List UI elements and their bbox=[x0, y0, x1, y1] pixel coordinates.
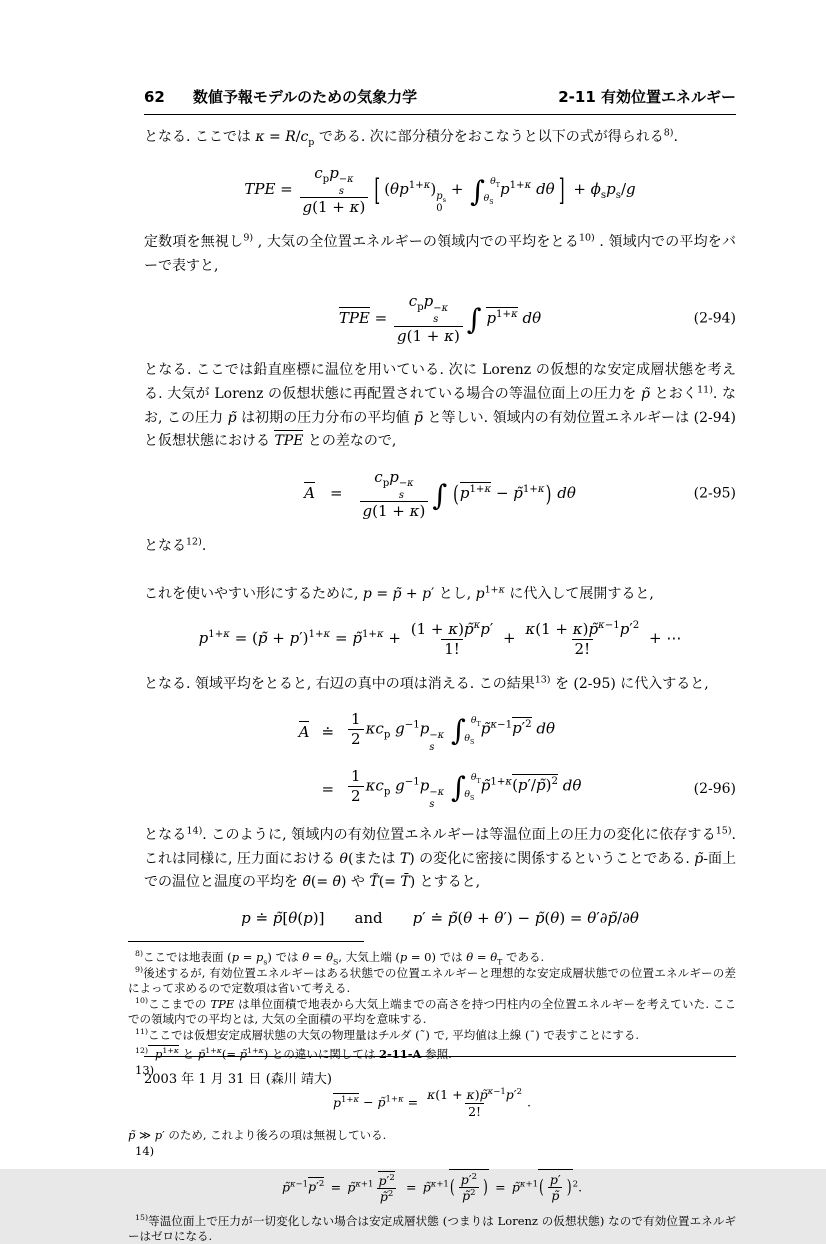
page-header bbox=[144, 86, 736, 115]
footer-date-author: 2003 年 1 月 31 日 (森川 靖大) bbox=[144, 1072, 332, 1087]
footnote-8: $^{8)}$ここでは地表面 $(p = p_s)$ では $\theta = \theta_S$, 大気上端 (p = 0) では $\theta = \theta_T$ である. bbox=[135, 948, 545, 966]
equation-2-96-rhs1: $\frac{1}{2}$ $\kappa c_p$ $g^{-1}p$ −κ s ∫ $\theta_T$ $\theta_S$ $p̃^{\kappa-1}p'^2$ dθ bbox=[346, 710, 555, 753]
header-left bbox=[144, 86, 417, 107]
para-expand: これを使いやすい形にするために, p = p̃ + p′ とし, $p^{1+\kappa}$ に代入して展開すると, bbox=[144, 583, 654, 602]
footnote-10: $^{10)}$ここまでの TPE は単位面積で地表から大気上端までの高さを持つ円柱内の全位置エネルギーを考えていた. ここでの領域内での平均とは, 大気の全面積の平均を意味する. bbox=[128, 996, 737, 1027]
footer-rule bbox=[144, 1056, 736, 1057]
footnote-14-equation: $p̃^{\kappa-1}p'^2$ = p̃$^{\kappa+1}$ $\frac{p'^2}{p̃^2}$ = p̃$^{\kappa+1}$( $\frac{p'^2}{p̃^2}$ ) = p̃$^{\kappa+1}$( $\frac{p'}{p̃}$ )$^2$. bbox=[128, 1169, 736, 1205]
equation-2-94 bbox=[144, 292, 736, 345]
footnote-13-continuation: p̃ ≫ p′ のため, これより後ろの項は無視している. bbox=[128, 1128, 387, 1143]
equation-2-96 bbox=[144, 710, 736, 810]
equation-number-2-94: (2-94) bbox=[693, 310, 736, 327]
equation-expansion-content: $p^{1+\kappa}$ = (p̃ + p′)$^{1+\kappa}$ = p̃$^{1+\kappa}$ + $\frac{(1 + \kappa)p̃^\kappa p'}{1!}$ + $\frac{\kappa(1 + \kappa)p̃^{\kappa-1}p'^2}{2!}$ + ⋯ bbox=[198, 620, 682, 658]
para-dependence: となる$^{14)}$. このように, 領域内の有効位置エネルギーは等温位面上の圧力の変化に依存する$^{15)}$. これは同様に, 圧力面における θ(または T) の変化に密接に関係するということである. p̃-面上での温位と温度の平均を θ̃(= θ̄) や T̃(= T̄) とすると, bbox=[144, 825, 737, 891]
equation-expansion bbox=[144, 620, 736, 659]
footnote-rule bbox=[128, 941, 364, 942]
equation-tpe bbox=[144, 164, 736, 217]
para-constants: 定数項を無視し$^{9)}$ , 大気の全位置エネルギーの領域内での平均をとる$^{10)}$ . 領域内での平均をバーで表すと, bbox=[144, 232, 736, 274]
footnote-12: $^{12)}$ $p^{1+\kappa}$ と p̄$^{1+\kappa}$(= p̃$^{1+\kappa}$) との違いに関しては 2-11-A 参照. bbox=[135, 1045, 452, 1061]
page-number: 62 bbox=[144, 88, 165, 106]
footnote-13-label: 13) bbox=[135, 1062, 155, 1077]
footnote-9: $^{9)}$後述するが, 有効位置エネルギーはある状態での位置エネルギーと理想的な安定成層状態での位置エネルギーの差によって求めるので定数項は省いて考える. bbox=[128, 964, 736, 995]
equation-2-94-content: TPE = $c_pp$ −κ s g(1 + κ) ∫ $p^{1+\kappa}$ dθ bbox=[338, 292, 542, 345]
equation-2-95-content: A = $c_pp$ −κ s g(1 + κ) ∫ ($p^{1+\kappa}$ − p̃$^{1+\kappa}$) dθ bbox=[304, 467, 576, 521]
footnotes-block bbox=[128, 950, 736, 1244]
footnote-14-label: 14) bbox=[135, 1144, 155, 1159]
equation-tpe-content: TPE = $c_pp$ −κ s g(1 + κ) [ $(\theta p^{1+\kappa})$ $p_s$ 0 + ∫ $\theta_T$ $\theta_S$ $p^{1+\kappa}$ dθ ] + $\phi_sp_s/g$ bbox=[244, 163, 636, 217]
equation-number-2-96: (2-96) bbox=[693, 781, 736, 798]
book-title: 数値予報モデルのための気象力学 bbox=[192, 88, 418, 106]
equation-2-96-rel2: = bbox=[321, 779, 335, 798]
para-lorenz: となる. ここでは鉛直座標に温位を用いている. 次に Lorenz の仮想的な安定成層状態を考える. 大気が Lorenz の仮想状態に再配置されている場合の等温位面上の圧力を p̃ とおく$^{11)}$. なお, この圧力 p̃ は初期の圧力分布の平均値 p̄ と等しい. 領域内の有効位置エネルギーは (2-94) と仮想状態における TPE との差なので, bbox=[144, 362, 736, 450]
equation-number-2-95: (2-95) bbox=[693, 485, 736, 502]
equation-2-95 bbox=[144, 468, 736, 521]
para-tonaru-12: となる$^{12)}$. bbox=[144, 536, 207, 555]
equation-2-96-align bbox=[299, 710, 582, 810]
para-intro: となる. ここでは $\kappa = R/c_p$ である. 次に部分積分をおこなうと以下の式が得られる$^{8)}$. bbox=[144, 127, 678, 148]
footnote-15: $^{15)}$等温位面上で圧力が一切変化しない場合は安定成層状態 (つまりは Lorenz の仮想状態) なので有効位置エネルギーはゼロになる. bbox=[128, 1212, 736, 1243]
page-footer bbox=[144, 1056, 736, 1087]
section-title: 2-11 有効位置エネルギー bbox=[558, 88, 736, 106]
footnote-11: $^{11)}$ここでは仮想安定成層状態の大気の物理量はチルダ (˜) で, 平均値は上線 (¯) で表すことにする. bbox=[135, 1027, 639, 1043]
equation-p-doteq bbox=[144, 909, 736, 927]
equation-p-doteq-content: p ≐ p̃[θ(p)] and p′ ≐ p̃(θ + θ′) − p̃(θ) = θ′∂p̃/∂θ bbox=[241, 908, 639, 927]
equation-2-96-rel1: ≐ bbox=[321, 722, 335, 741]
equation-2-96-rhs2: $\frac{1}{2}$ $\kappa c_p$ $g^{-1}p$ −κ s ∫ $\theta_T$ $\theta_S$ p̃$^{1+\kappa}$(p′/p̃)$^2$ dθ bbox=[346, 767, 581, 810]
equation-2-96-lhs: A bbox=[298, 723, 310, 742]
footnote-13-equation: $p^{1+\kappa}$ − p̃$^{1+\kappa}$ = $\frac{\kappa(1 + \kappa)p̃^{\kappa-1}p'^2}{2!}$ . bbox=[332, 1086, 532, 1119]
para-result-13: となる. 領域平均をとると, 右辺の真中の項は消える. この結果$^{13)}$ を (2-95) に代入すると, bbox=[144, 673, 709, 692]
